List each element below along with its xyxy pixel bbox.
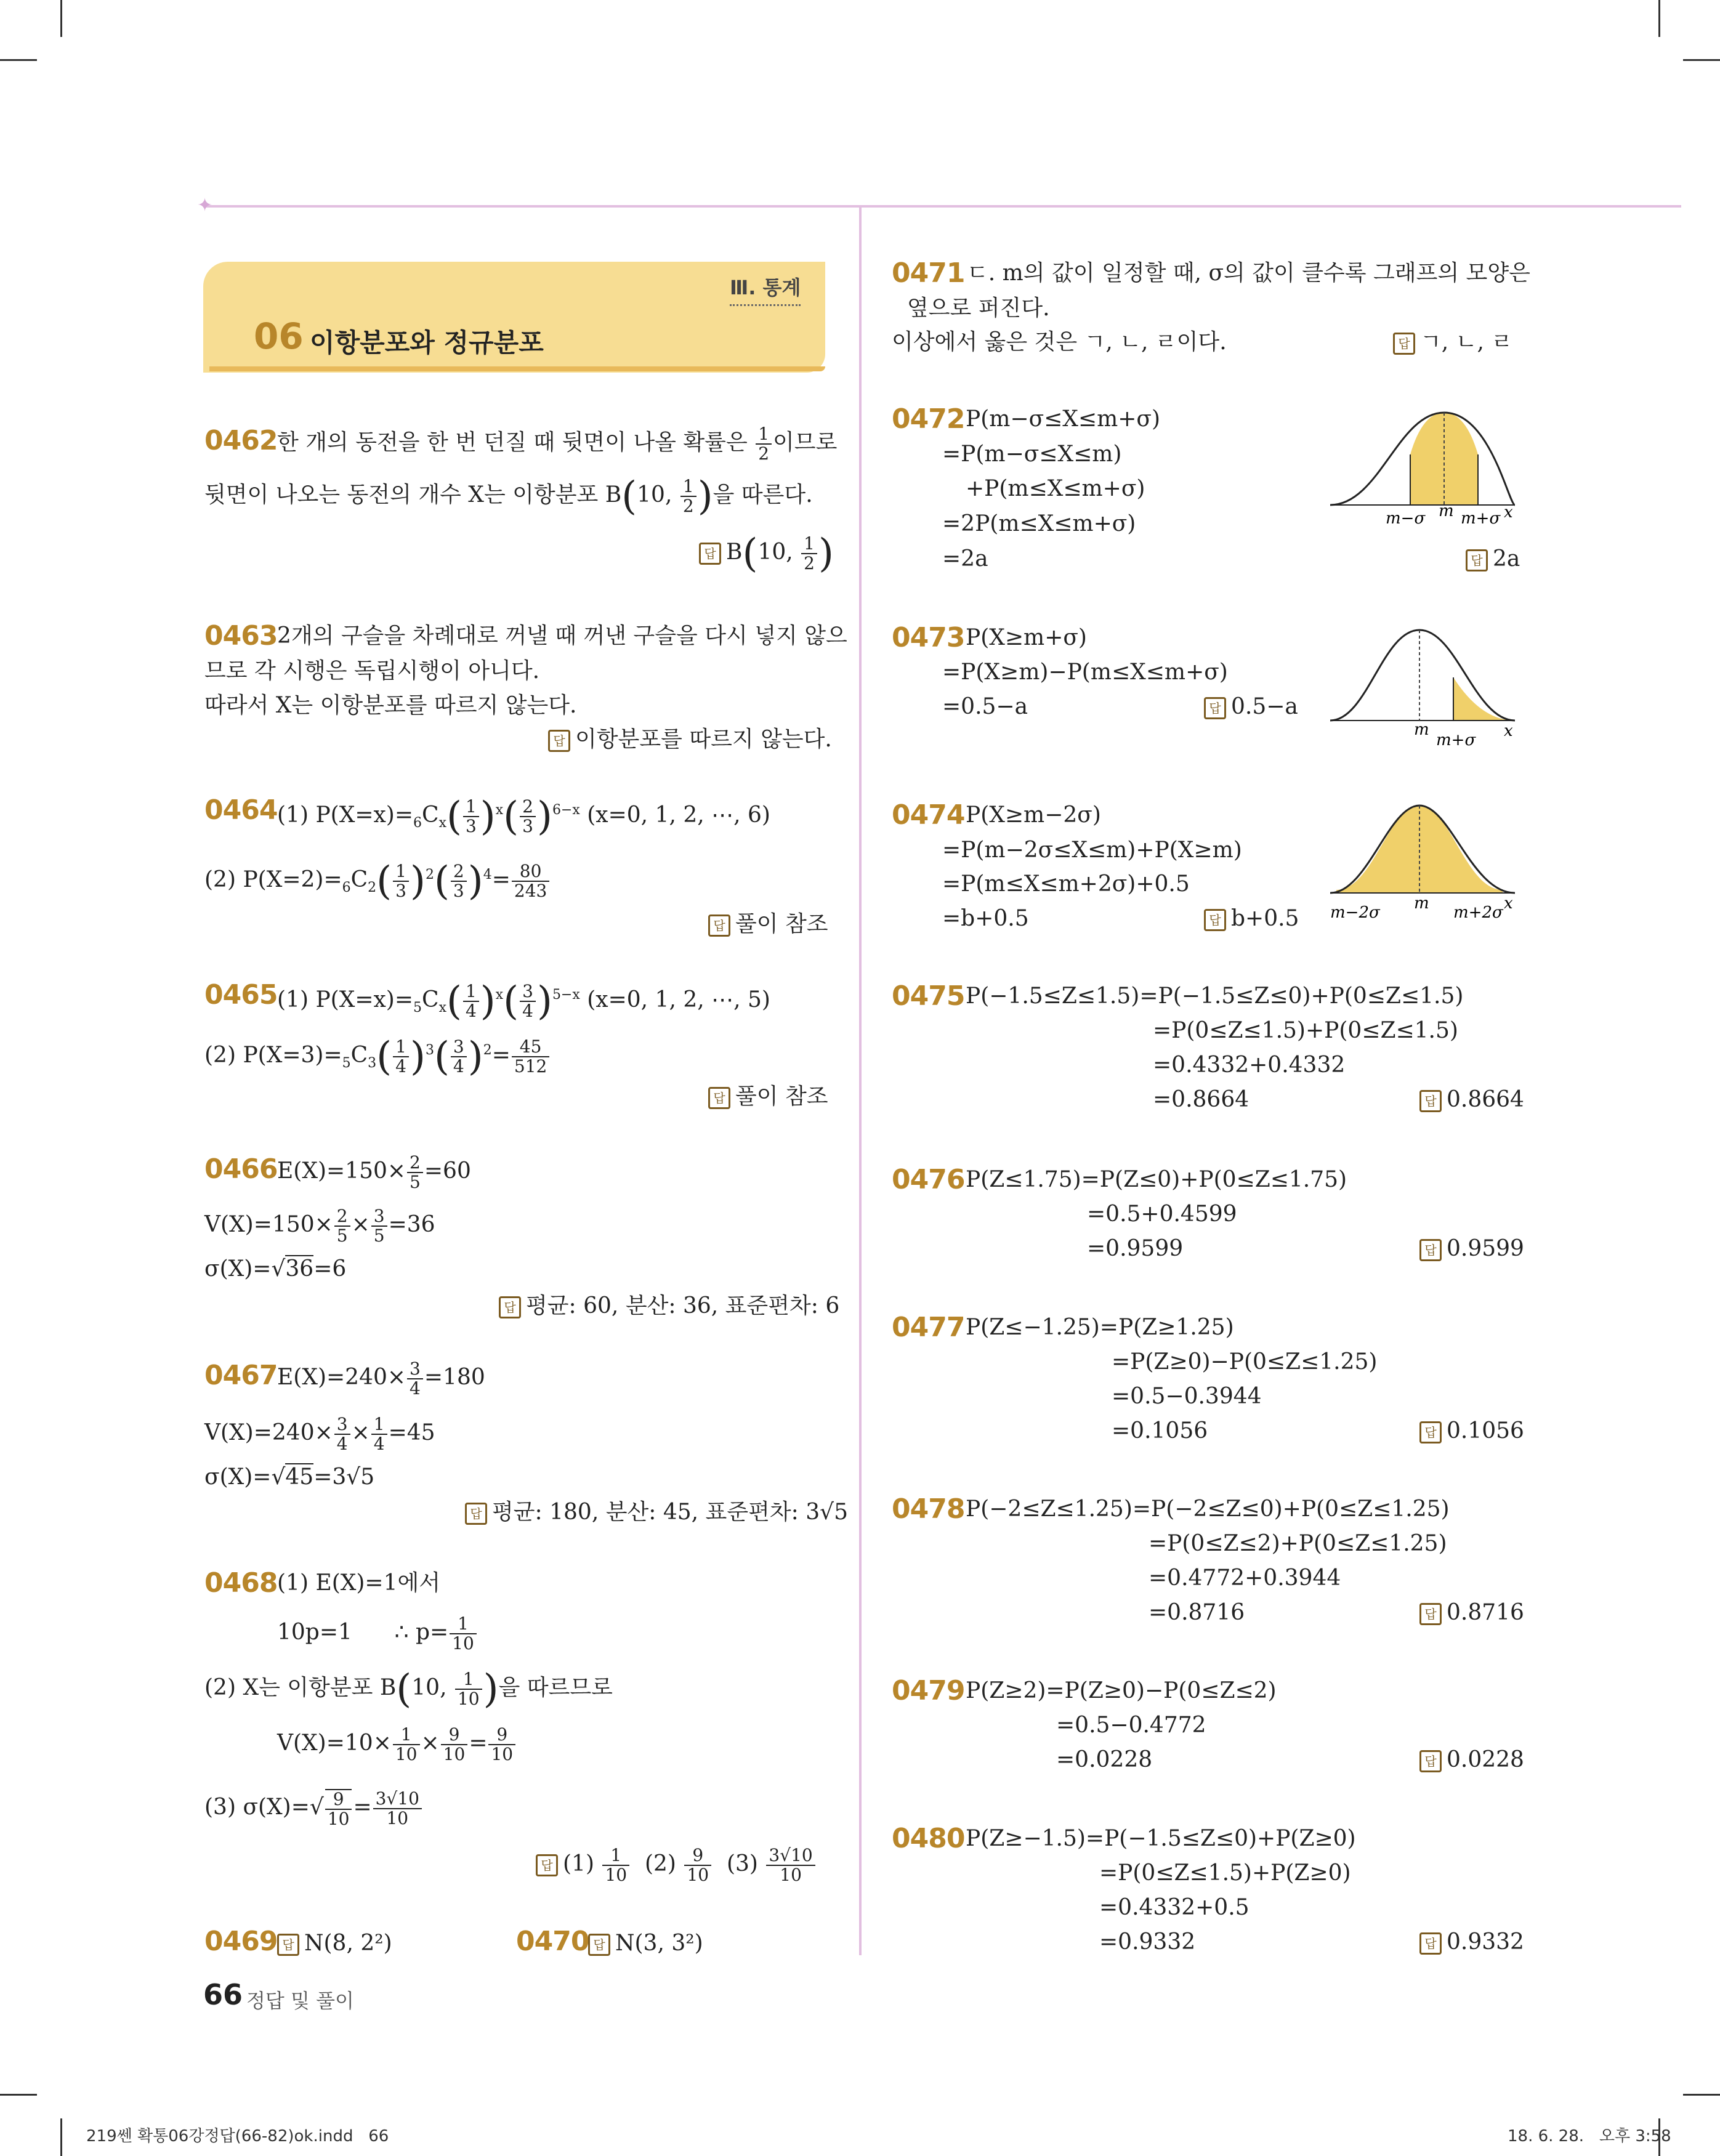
solution-line: =2a [942,546,988,571]
solution-line: 이상에서 옳은 것은 ㄱ, ㄴ, ㄹ이다. [892,329,1227,355]
answer-icon: 답 [588,1934,610,1956]
solution-line: P(X≥m−2σ) [966,802,1101,828]
solution-line: 옆으로 퍼진다. [907,296,1050,321]
chapter-part: Ⅲ. 통계 [730,272,801,306]
problem-number: 0474 [892,799,965,831]
axis-label: m−2σ [1330,903,1380,922]
crop-mark [0,59,37,61]
crop-mark [60,0,62,37]
solution-line: V(X)=150× $\frac{2}{5}$ × $\frac{3}{5}$ =36 [204,1206,435,1246]
solution-line: =0.9332 [1099,1929,1196,1955]
solution-line: =0.9599 [1087,1236,1184,1261]
answer-icon: 답 [1393,333,1415,355]
solution-line: σ(X)=√45=3√5 [204,1464,375,1490]
answer-icon: 답 [499,1296,521,1318]
solution-line: =0.4332+0.5 [1099,1895,1250,1920]
normal-curve [1330,630,1515,721]
answer: 답 B(10, $\frac{1}{2}$ ) [699,535,834,573]
problem-number: 0476 [892,1164,965,1195]
solution-line: =P(X≥m)−P(m≤X≤m+σ) [942,660,1228,685]
solution-line: =0.4332+0.4332 [1153,1052,1346,1078]
problem-number: 0473 [892,622,965,653]
solution-line: P(Z≥2)=P(Z≥0)−P(0≤Z≤2) [966,1678,1277,1703]
solution-line: (1) $P(X=x)=_6C_x$( $\frac{1}{3}$ )$^x$( $\frac{2}{3}$ )$^{6-x}$ (x=0, 1, 2, ⋯, 6) [277,794,770,839]
solution-line: =2P(m≤X≤m+σ) [942,511,1136,536]
top-rule [203,205,1681,208]
answer-icon: 답 [1419,1239,1442,1261]
answer: 답 0.0228 [1419,1744,1524,1776]
solution-line: (1) $P(X=x)=_5C_x$( $\frac{1}{4}$ )$^x$( $\frac{3}{4}$ )$^{5-x}$ (x=0, 1, 2, ⋯, 5) [277,979,770,1024]
problem-number: 0468 [204,1567,278,1599]
answer-icon: 답 [1419,1421,1442,1443]
problem-number: 0475 [892,980,965,1012]
problem-number: 0470 [516,1926,589,1957]
answer: 답 풀이 참조 [708,1081,828,1113]
answer-icon: 답 [1419,1090,1442,1112]
answer: 답 평균: 180, 분산: 45, 표준편차: 3√5 [465,1496,848,1528]
solution-line: P(−1.5≤Z≤1.5)=P(−1.5≤Z≤0)+P(0≤Z≤1.5) [966,983,1464,1009]
print-slug-date: 18. 6. 28. 오후 3:58 [1508,2127,1671,2146]
answer: 답 0.9599 [1419,1233,1524,1265]
solution-line: =0.8716 [1149,1600,1245,1625]
solution-line: P(Z≥−1.5)=P(−1.5≤Z≤0)+P(Z≥0) [966,1826,1356,1851]
answer-icon: 답 [1204,909,1226,931]
crop-mark [1683,2094,1720,2096]
problem-number: 0466 [204,1153,278,1185]
solution-line: (3) σ(X)=√ $\frac{9}{10}$ = $\frac{3√10}{10}$ [204,1789,423,1828]
solution-line: =P(0≤Z≤1.5)+P(0≤Z≤1.5) [1153,1018,1458,1043]
solution-line: =P(m≤X≤m+2σ)+0.5 [942,871,1190,897]
solution-line: σ(X)=√36=6 [204,1256,347,1282]
answer: 답 ㄱ, ㄴ, ㄹ [1393,326,1512,358]
solution-line: (2) X는 이항분포 B(10, $\frac{1}{10}$ )을 따르므로 [204,1666,613,1712]
answer-icon: 답 [1466,549,1488,571]
solution-line: =0.5−a [942,694,1028,719]
crop-mark [1683,59,1720,61]
problem-number: 0463 [204,620,278,652]
solution-line: =0.1056 [1112,1418,1208,1443]
problem-number: 0478 [892,1493,965,1525]
answer: 답 N(8, 2²) [277,1928,392,1960]
chapter-title: 이항분포와 정규분포 [310,328,544,358]
problem-number: 0464 [204,794,278,826]
answer: 답 평균: 60, 분산: 36, 표준편차: 6 [499,1290,839,1322]
problem-number: 0465 [204,979,278,1011]
answer-icon: 답 [1419,1932,1442,1955]
axis-label: x [1504,722,1513,740]
answer-icon: 답 [465,1503,487,1525]
axis-label: m+σ [1436,731,1476,749]
axis-label: x [1504,503,1513,522]
solution-line: 한 개의 동전을 한 번 던질 때 뒷면이 나올 확률은 $\frac{1}{2}$ 이므로 [277,424,838,464]
answer: 답 이항분포를 따르지 않는다. [548,724,832,756]
solution-line: E(X)=150× $\frac{2}{5}$ =60 [277,1152,471,1192]
answer-icon: 답 [277,1934,299,1956]
axis-label: m [1414,894,1429,913]
solution-line: =0.5−0.3944 [1112,1384,1262,1409]
axis-label: m−σ [1386,509,1426,528]
solution-line: (1) E(X)=1에서 [277,1570,441,1596]
answer: 답 2a [1466,543,1520,575]
problem-number: 0480 [892,1823,965,1854]
answer: 답 0.8716 [1419,1597,1524,1629]
answer: 답 0.5−a [1204,691,1298,723]
solution-line: (2) $P(X=3)=_5C_3$( $\frac{1}{4}$ )$^3$( $\frac{3}{4}$ )$^2$= $\frac{45}{512}$ [204,1035,551,1080]
solution-line: =0.8664 [1153,1087,1250,1112]
answer-icon: 답 [536,1854,558,1876]
solution-line: =b+0.5 [942,906,1029,931]
solution-line: P(X≥m+σ) [966,625,1087,650]
problem-number: 0477 [892,1312,965,1343]
solution-line: V(X)=10× $\frac{1}{10}$ × $\frac{9}{10}$ = $\frac{9}{10}$ [277,1726,517,1764]
solution-line: =P(0≤Z≤2)+P(0≤Z≤1.25) [1149,1531,1447,1556]
problem-number: 0472 [892,403,965,435]
axis-label: x [1504,894,1513,913]
solution-line: (2) $P(X=2)=_6C_2$( $\frac{1}{3}$ )$^2$( $\frac{2}{3}$ )$^4$= $\frac{80}{243}$ [204,859,551,904]
solution-line: P(Z≤−1.25)=P(Z≥1.25) [966,1315,1234,1340]
solution-line: =P(0≤Z≤1.5)+P(Z≥0) [1099,1860,1351,1886]
answer: 답 0.1056 [1419,1415,1524,1447]
solution-line: P(m−σ≤X≤m+σ) [966,406,1161,432]
answer-icon: 답 [1419,1603,1442,1625]
answer-icon: 답 [548,730,570,752]
solution-line: =0.0228 [1056,1747,1153,1772]
answer-icon: 답 [708,1087,730,1109]
chapter-number: 06 [254,315,304,357]
solution-line: 2개의 구슬을 차례대로 꺼낼 때 꺼낸 구슬을 다시 넣지 않으 [277,623,847,648]
solution-line: 따라서 X는 이항분포를 따르지 않는다. [204,693,577,718]
solution-line: 10p=1 ∴ p= $\frac{1}{10}$ [277,1615,478,1653]
axis-label: m [1439,502,1454,520]
answer: 답 (1) $\frac{1}{10}$ (2) $\frac{9}{10}$ (3) $\frac{3√10}{10}$ [536,1846,817,1884]
normal-curve-graph [1330,794,1515,930]
solution-line: ㄷ. m의 값이 일정할 때, σ의 값이 클수록 그래프의 모양은 [967,260,1530,286]
normal-curve-graph [1330,400,1515,536]
solution-line: =0.5−0.4772 [1056,1713,1206,1738]
answer-icon: 답 [1419,1750,1442,1772]
problem-number: 0471 [892,257,965,289]
problem-number: 0469 [204,1926,278,1957]
crop-mark [1658,0,1660,37]
problem-number: 0467 [204,1360,278,1391]
solution-line: =0.5+0.4599 [1087,1201,1237,1227]
solution-line: V(X)=240× $\frac{3}{4}$ × $\frac{1}{4}$ =45 [204,1414,435,1454]
page-number: 66 [203,1978,243,2011]
solution-line: =P(m−σ≤X≤m) [942,442,1122,467]
print-slug-file: 219쎈 확통06강정답(66-82)ok.indd 66 [86,2127,389,2146]
solution-line: +P(m≤X≤m+σ) [966,476,1145,501]
footer-section: 정답 및 풀이 [246,1989,354,2013]
solution-line: =0.4772+0.3944 [1149,1565,1341,1591]
answer-icon: 답 [708,914,730,937]
axis-label: m [1414,721,1429,739]
answer: 답 N(3, 3²) [588,1928,703,1960]
solution-line: 뒷면이 나오는 동전의 개수 X는 이항분포 B(10, $\frac{1}{2}$ )을 따른다. [204,474,813,519]
shaded-area [1453,677,1515,721]
answer-icon: 답 [1204,697,1226,719]
solution-line: =P(m−2σ≤X≤m)+P(X≥m) [942,838,1242,863]
column-divider [859,206,862,1955]
solution-line: 므로 각 시행은 독립시행이 아니다. [204,658,540,684]
solution-line: P(−2≤Z≤1.25)=P(−2≤Z≤0)+P(0≤Z≤1.25) [966,1496,1450,1522]
crop-mark [60,2118,62,2156]
solution-line: =P(Z≥0)−P(0≤Z≤1.25) [1112,1349,1378,1375]
answer: 답 0.9332 [1419,1926,1524,1958]
star-ornament: ✦ [197,195,213,216]
answer: 답 0.8664 [1419,1084,1524,1116]
crop-mark [0,2094,37,2096]
normal-curve-graph [1330,619,1515,754]
answer: 답 풀이 참조 [708,908,828,940]
problem-number: 0462 [204,425,278,456]
problem-number: 0479 [892,1675,965,1706]
axis-label: m+σ [1461,509,1501,528]
solution-line: E(X)=240× $\frac{3}{4}$ =180 [277,1359,485,1399]
answer-icon: 답 [699,543,721,565]
axis-label: m+2σ [1453,903,1503,922]
chapter-banner-shadow [209,366,825,371]
solution-line: P(Z≤1.75)=P(Z≤0)+P(0≤Z≤1.75) [966,1167,1347,1192]
answer: 답 b+0.5 [1204,903,1299,935]
